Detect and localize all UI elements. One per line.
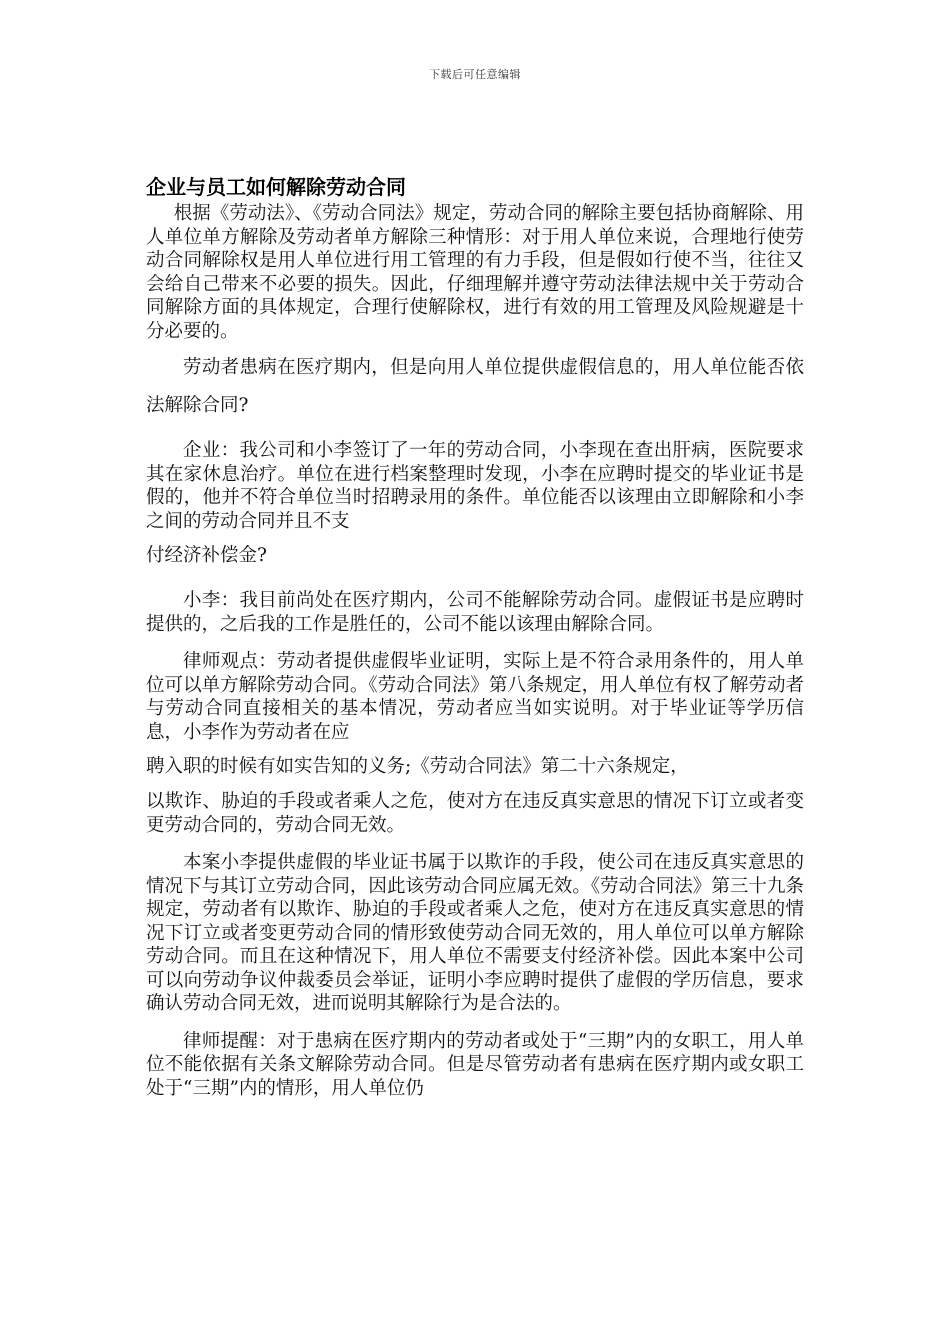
intro-paragraph: 根据《劳动法》、《劳动合同法》规定，劳动合同的解除主要包括协商解除、用人单位单方解除及劳动者单方解除三种情形：对于用人单位来说，合理地行使劳动合同解除权是用人单位进行用工管理的有力手段，但是假如行使不当，往往又会给自己带来不必要的损失。因此，仔细理解并遵守劳动法律法规中关于劳动合同解除方面的具体规定，合理行使解除权，进行有效的用工管理及风险规避是十分必要的。 [146, 203, 804, 342]
spacer [146, 575, 804, 589]
document-body [146, 172, 804, 1100]
employee-paragraph: 小李：我目前尚处在医疗期内，公司不能解除劳动合同。虚假证书是应聘时提供的，之后我的工作是胜任的，公司不能以该理由解除合同。 [146, 590, 804, 635]
enterprise-paragraph: 企业：我公司和小李签订了一年的劳动合同，小李现在查出肝病，医院要求其在家休息治疗。单位在进行档案整理时发现，小李在应聘时提交的毕业证书是假的，他并不符合单位当时招聘录用的条件。单位能否以该理由立即解除和小李之间的劳动合同并且不支 [146, 440, 804, 532]
lawyer-view-paragraph-end: 以欺诈、胁迫的手段或者乘人之危，使对方在违反真实意思的情况下订立或者变更劳动合同的，劳动合同无效。 [146, 791, 804, 836]
header-note: 下载后可任意编辑 [429, 68, 521, 81]
lawyer-view-paragraph-cont: 聘入职的时候有如实告知的义务;《劳动合同法》第二十六条规定， [146, 756, 689, 777]
spacer [146, 1016, 804, 1030]
spacer [146, 837, 804, 851]
question-paragraph: 劳动者患病在医疗期内，但是向用人单位提供虚假信息的，用人单位能否依法解除合同? [146, 357, 804, 416]
document-title: 企业与员工如何解除劳动合同 [146, 175, 406, 199]
analysis-paragraph: 本案小李提供虚假的毕业证书属于以欺诈的手段，使公司在违反真实意思的情况下与其订立劳动合同，因此该劳动合同应属无效。《劳动合同法》第三十九条规定，劳动者有以欺诈、胁迫的手段或者乘人之危，使对方在违反真实意思的情况下订立或者变更劳动合同的情形致使劳动合同无效的，用人单位可以单方解除劳动合同。而且在这种情况下，用人单位不需要支付经济补偿。因此本案中公司可以向劳动争议仲裁委员会举证，证明小李应聘时提供了虚假的学历信息，要求确认劳动合同无效，进而说明其解除行为是合法的。 [146, 852, 804, 1014]
reminder-paragraph: 律师提醒：对于患病在医疗期内的劳动者或处于“三期”内的女职工，用人单位不能依据有关条文解除劳动合同。但是尽管劳动者有患病在医疗期内或女职工处于“三期”内的情形，用人单位仍 [146, 1030, 804, 1099]
lawyer-view-paragraph: 律师观点：劳动者提供虚假毕业证明，实际上是不符合录用条件的，用人单位可以单方解除劳动合同。《劳动合同法》第八条规定，用人单位有权了解劳动者与劳动合同直接相关的基本情况，劳动者应当如实说明。对于毕业证等学历信息，小李作为劳动者在应 [146, 651, 804, 743]
spacer [146, 636, 804, 650]
enterprise-paragraph-end: 付经济补偿金? [146, 545, 267, 566]
spacer [146, 425, 804, 439]
